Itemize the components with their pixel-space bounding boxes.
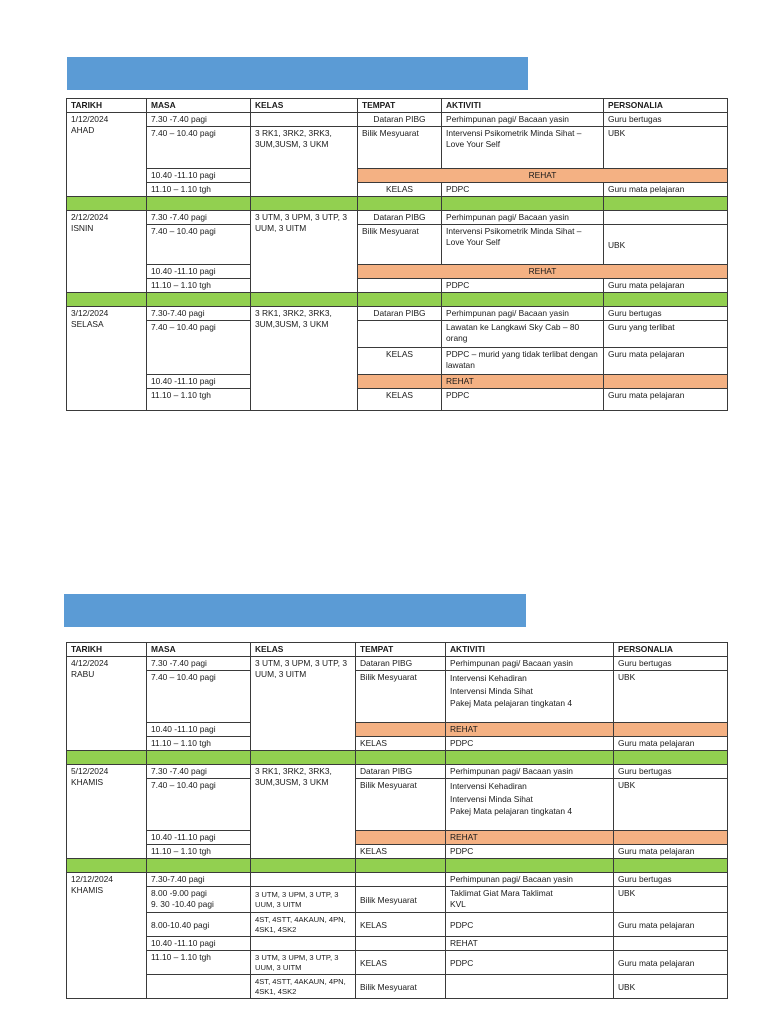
kelas-cell [251,873,356,887]
date-cell: 1/12/2024 AHAD [67,113,147,197]
personalia-cell: Guru mata pelajaran [614,845,728,859]
masa-cell: 11.10 – 1.10 tgh [147,389,251,411]
rehat-cell: REHAT [358,169,728,183]
tempat-cell: Bilik Mesyuarat [358,127,442,169]
masa-cell [147,975,251,999]
personalia-cell: UBK [614,887,728,913]
rehat-cell: REHAT [446,937,614,951]
header-tempat: TEMPAT [356,643,446,657]
table-row [67,779,728,831]
header-row [67,643,728,657]
aktiviti-cell: Lawatan ke Langkawi Sky Cab – 80 orang [442,321,604,348]
header-aktiviti: AKTIVITI [446,643,614,657]
table-row [67,211,728,225]
table-row [67,225,728,265]
aktiviti-cell: PDPC [442,279,604,293]
tempat-cell [356,723,446,737]
tempat-cell [356,831,446,845]
schedule-table-week2 [66,642,728,999]
masa-cell: 11.10 – 1.10 tgh [147,279,251,293]
aktiviti-cell: PDPC [446,845,614,859]
kelas-cell: 3 RK1, 3RK2, 3RK3, 3UM,3USM, 3 UKM [251,307,358,411]
date-cell: 12/12/2024 KHAMIS [67,873,147,999]
personalia-cell: Guru bertugas [614,873,728,887]
aktiviti-cell [446,975,614,999]
table-row [67,951,728,975]
table-row [67,723,728,737]
date-cell: 4/12/2024 RABU [67,657,147,751]
personalia-cell: Guru mata pelajaran [614,951,728,975]
kelas-cell: 3 UTM, 3 UPM, 3 UTP, 3 UUM, 3 UITM [251,657,356,751]
header-row [67,99,728,113]
aktiviti-cell: Perhimpunan pagi/ Bacaan yasin [446,873,614,887]
table-row [67,937,728,951]
masa-cell: 7.30 -7.40 pagi [147,211,251,225]
aktiviti-cell: Intervensi Psikometrik Minda Sihat – Love Your Self [442,127,604,169]
masa-cell: 11.10 – 1.10 tgh [147,737,251,751]
kelas-cell: 4ST, 4STT, 4AKAUN, 4PN, 4SK1, 4SK2 [251,975,356,999]
personalia-cell [614,937,728,951]
aktiviti-cell: Intervensi Kehadiran Intervensi Minda Sihat Pakej Mata pelajaran tingkatan 4 [446,671,614,723]
header-masa: MASA [147,99,251,113]
tempat-cell: KELAS [358,389,442,411]
aktiviti-cell: PDPC [442,183,604,197]
header-kelas: KELAS [251,99,358,113]
rehat-cell: REHAT [442,375,604,389]
masa-cell: 8.00 -9.00 pagi 9. 30 -10.40 pagi [147,887,251,913]
table-row [67,307,728,321]
tempat-cell [356,937,446,951]
table-row [67,873,728,887]
personalia-cell: Guru mata pelajaran [604,183,728,197]
table-row [67,279,728,293]
masa-cell: 7.40 – 10.40 pagi [147,321,251,375]
masa-cell: 8.00-10.40 pagi [147,913,251,937]
divider-row [67,859,728,873]
table-row [67,671,728,723]
tempat-cell: KELAS [356,845,446,859]
tempat-cell: Dataran PIBG [356,657,446,671]
masa-cell: 11.10 – 1.10 tgh [147,183,251,197]
personalia-cell: Guru bertugas [614,765,728,779]
table-row [67,321,728,348]
table-row [67,737,728,751]
personalia-cell: Guru bertugas [604,113,728,127]
masa-cell: 7.30-7.40 pagi [147,873,251,887]
personalia-cell: Guru mata pelajaran [604,279,728,293]
tempat-cell: Dataran PIBG [358,211,442,225]
tempat-cell: Bilik Mesyuarat [356,887,446,913]
kelas-cell: 3 UTM, 3 UPM, 3 UTP, 3 UUM, 3 UITM [251,887,356,913]
masa-cell: 10.40 -11.10 pagi [147,937,251,951]
table-row [67,657,728,671]
masa-cell: 10.40 -11.10 pagi [147,375,251,389]
aktiviti-cell: Intervensi Kehadiran Intervensi Minda Sihat Pakej Mata pelajaran tingkatan 4 [446,779,614,831]
personalia-cell [614,831,728,845]
rehat-cell: REHAT [446,831,614,845]
kelas-cell: 3 RK1, 3RK2, 3RK3, 3UM,3USM, 3 UKM [251,127,358,197]
personalia-cell: Guru yang terlibat [604,321,728,348]
rehat-cell: REHAT [446,723,614,737]
kelas-cell: 3 UTM, 3 UPM, 3 UTP, 3 UUM, 3 UITM [251,211,358,293]
tempat-cell: KELAS [358,348,442,375]
tempat-cell: KELAS [356,951,446,975]
personalia-cell: UBK [604,127,728,169]
aktiviti-cell: Intervensi Psikometrik Minda Sihat – Love Your Self [442,225,604,265]
aktiviti-cell: PDPC [446,913,614,937]
kelas-cell: 3 RK1, 3RK2, 3RK3, 3UM,3USM, 3 UKM [251,765,356,859]
personalia-cell: Guru mata pelajaran [614,913,728,937]
table-row [67,845,728,859]
date-cell: 5/12/2024 KHAMIS [67,765,147,859]
table-row [67,265,728,279]
tempat-cell: Dataran PIBG [356,765,446,779]
masa-cell: 7.30 -7.40 pagi [147,113,251,127]
tempat-cell [358,279,442,293]
table-row [67,183,728,197]
tempat-cell [356,873,446,887]
masa-cell: 10.40 -11.10 pagi [147,265,251,279]
schedule-table-week1 [66,98,728,411]
masa-cell: 7.40 – 10.40 pagi [147,779,251,831]
table-row [67,913,728,937]
tempat-cell: Dataran PIBG [358,113,442,127]
personalia-cell: UBK [614,779,728,831]
divider-row [67,197,728,211]
personalia-cell: UBK [614,975,728,999]
date-cell: 2/12/2024 ISNIN [67,211,147,293]
tempat-cell: Dataran PIBG [358,307,442,321]
tempat-cell: KELAS [358,183,442,197]
aktiviti-cell: PDPC – murid yang tidak terlibat dengan lawatan [442,348,604,375]
aktiviti-cell: PDPC [446,951,614,975]
aktiviti-cell: PDPC [446,737,614,751]
aktiviti-cell: PDPC [442,389,604,411]
tempat-cell [358,375,442,389]
header-personalia: PERSONALIA [604,99,728,113]
aktiviti-cell: Perhimpunan pagi/ Bacaan yasin [446,765,614,779]
personalia-cell: Guru mata pelajaran [604,348,728,375]
table-row [67,765,728,779]
table-row [67,887,728,913]
masa-cell: 10.40 -11.10 pagi [147,831,251,845]
title-banner [67,57,528,90]
aktiviti-cell: Perhimpunan pagi/ Bacaan yasin [442,211,604,225]
masa-cell: 11.10 – 1.10 tgh [147,951,251,975]
tempat-cell: Bilik Mesyuarat [356,671,446,723]
header-aktiviti: AKTIVITI [442,99,604,113]
masa-cell: 7.30-7.40 pagi [147,307,251,321]
masa-cell: 11.10 – 1.10 tgh [147,845,251,859]
tempat-cell: KELAS [356,913,446,937]
header-personalia: PERSONALIA [614,643,728,657]
masa-cell: 7.30 -7.40 pagi [147,657,251,671]
rehat-cell: REHAT [358,265,728,279]
aktiviti-cell: Perhimpunan pagi/ Bacaan yasin [446,657,614,671]
table-row [67,127,728,169]
aktiviti-cell: Perhimpunan pagi/ Bacaan yasin [442,307,604,321]
personalia-cell [604,375,728,389]
personalia-cell [614,723,728,737]
header-tarikh: TARIKH [67,643,147,657]
table-row [67,975,728,999]
masa-cell: 7.40 – 10.40 pagi [147,225,251,265]
kelas-cell [251,113,358,127]
personalia-cell: Guru bertugas [614,657,728,671]
aktiviti-cell: Perhimpunan pagi/ Bacaan yasin [442,113,604,127]
masa-cell: 7.40 – 10.40 pagi [147,671,251,723]
header-kelas: KELAS [251,643,356,657]
masa-cell: 7.30 -7.40 pagi [147,765,251,779]
personalia-cell: Guru mata pelajaran [614,737,728,751]
table-row [67,113,728,127]
tempat-cell [358,321,442,348]
personalia-cell [604,211,728,225]
table-row [67,169,728,183]
masa-cell: 10.40 -11.10 pagi [147,723,251,737]
aktiviti-cell: Taklimat Giat Mara Taklimat KVL [446,887,614,913]
masa-cell: 7.40 – 10.40 pagi [147,127,251,169]
kelas-cell: 4ST, 4STT, 4AKAUN, 4PN, 4SK1, 4SK2 [251,913,356,937]
table-row [67,389,728,411]
date-cell: 3/12/2024 SELASA [67,307,147,411]
masa-cell: 10.40 -11.10 pagi [147,169,251,183]
header-tempat: TEMPAT [358,99,442,113]
tempat-cell: Bilik Mesyuarat [358,225,442,265]
personalia-cell: UBK [614,671,728,723]
tempat-cell: Bilik Mesyuarat [356,975,446,999]
kelas-cell: 3 UTM, 3 UPM, 3 UTP, 3 UUM, 3 UITM [251,951,356,975]
divider-row [67,293,728,307]
personalia-cell: Guru mata pelajaran [604,389,728,411]
tempat-cell: Bilik Mesyuarat [356,779,446,831]
header-tarikh: TARIKH [67,99,147,113]
table-row [67,831,728,845]
title-banner [64,594,526,627]
table-row [67,375,728,389]
tempat-cell: KELAS [356,737,446,751]
personalia-cell: Guru bertugas [604,307,728,321]
kelas-cell [251,937,356,951]
divider-row [67,751,728,765]
personalia-cell: UBK [604,225,728,265]
header-masa: MASA [147,643,251,657]
